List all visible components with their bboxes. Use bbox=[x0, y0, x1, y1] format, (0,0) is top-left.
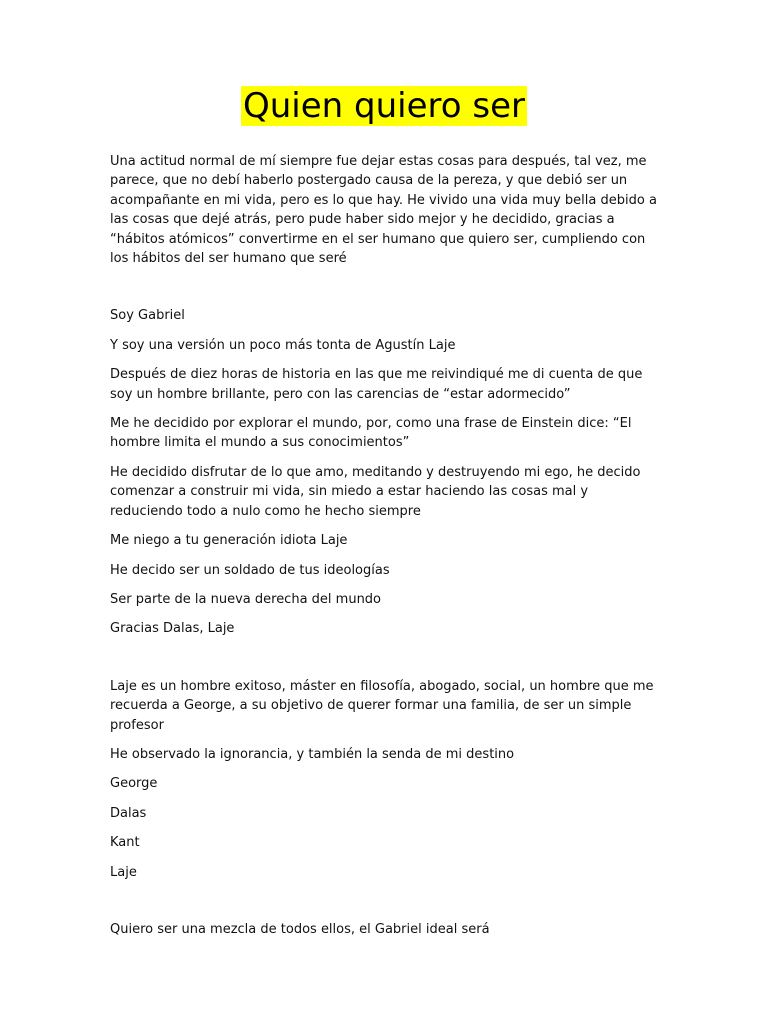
list-item-name: Dalas bbox=[110, 805, 147, 821]
paragraph: Soy Gabriel bbox=[110, 308, 185, 324]
paragraph: Laje es un hombre exitoso, máster en filosofía, abogado, social, un hombre que me recuerda a George, a su objetivo de querer formar una familia, de ser un simple profesor bbox=[110, 678, 654, 733]
paragraph: He decidido disfrutar de lo que amo, meditando y destruyendo mi ego, he decido comenzar a construir mi vida, sin miedo a estar haciendo las cosas mal y reduciendo todo a nulo como he hecho siempre bbox=[110, 464, 641, 519]
paragraph: Y soy una versión un poco más tonta de Agustín Laje bbox=[110, 337, 456, 353]
list-item-name: George bbox=[110, 776, 158, 792]
document-title: Quien quiero ser bbox=[243, 86, 525, 126]
paragraph-closing: Quiero ser una mezcla de todos ellos, el Gabriel ideal será bbox=[110, 921, 490, 937]
list-item-name: Kant bbox=[110, 835, 140, 851]
blank-line bbox=[110, 649, 658, 677]
paragraph: Me he decidido por explorar el mundo, por, como una frase de Einstein dice: “El hombre limita el mundo a sus conocimientos” bbox=[110, 416, 632, 451]
paragraph: Ser parte de la nueva derecha del mundo bbox=[110, 591, 382, 607]
paragraph-intro: Una actitud normal de mí siempre fue dejar estas cosas para después, tal vez, me parece, que no debí haberlo postergado causa de la pereza, y que debió ser un acompañante en mi vida, pero es lo que hay. He vivido una vida muy bella debido a las cosas que dejé atrás, pero pude haber sido mejor y he decidido, gracias a “hábitos atómicos” convertirme en el ser humano que quiero ser, cumpliendo con los hábitos del ser humano que seré bbox=[110, 154, 657, 267]
document-body bbox=[110, 152, 658, 949]
paragraph: He decido ser un soldado de tus ideologías bbox=[110, 562, 390, 578]
paragraph: Gracias Dalas, Laje bbox=[110, 621, 235, 637]
blank-line bbox=[110, 278, 658, 306]
title-container bbox=[0, 86, 768, 126]
list-item-name: Laje bbox=[110, 864, 137, 880]
paragraph: Después de diez horas de historia en las que me reivindiqué me di cuenta de que soy un hombre brillante, pero con las carencias de “estar adormecido” bbox=[110, 367, 643, 402]
paragraph: He observado la ignorancia, y también la senda de mi destino bbox=[110, 746, 515, 762]
blank-line bbox=[110, 892, 658, 920]
paragraph: Me niego a tu generación idiota Laje bbox=[110, 533, 348, 549]
